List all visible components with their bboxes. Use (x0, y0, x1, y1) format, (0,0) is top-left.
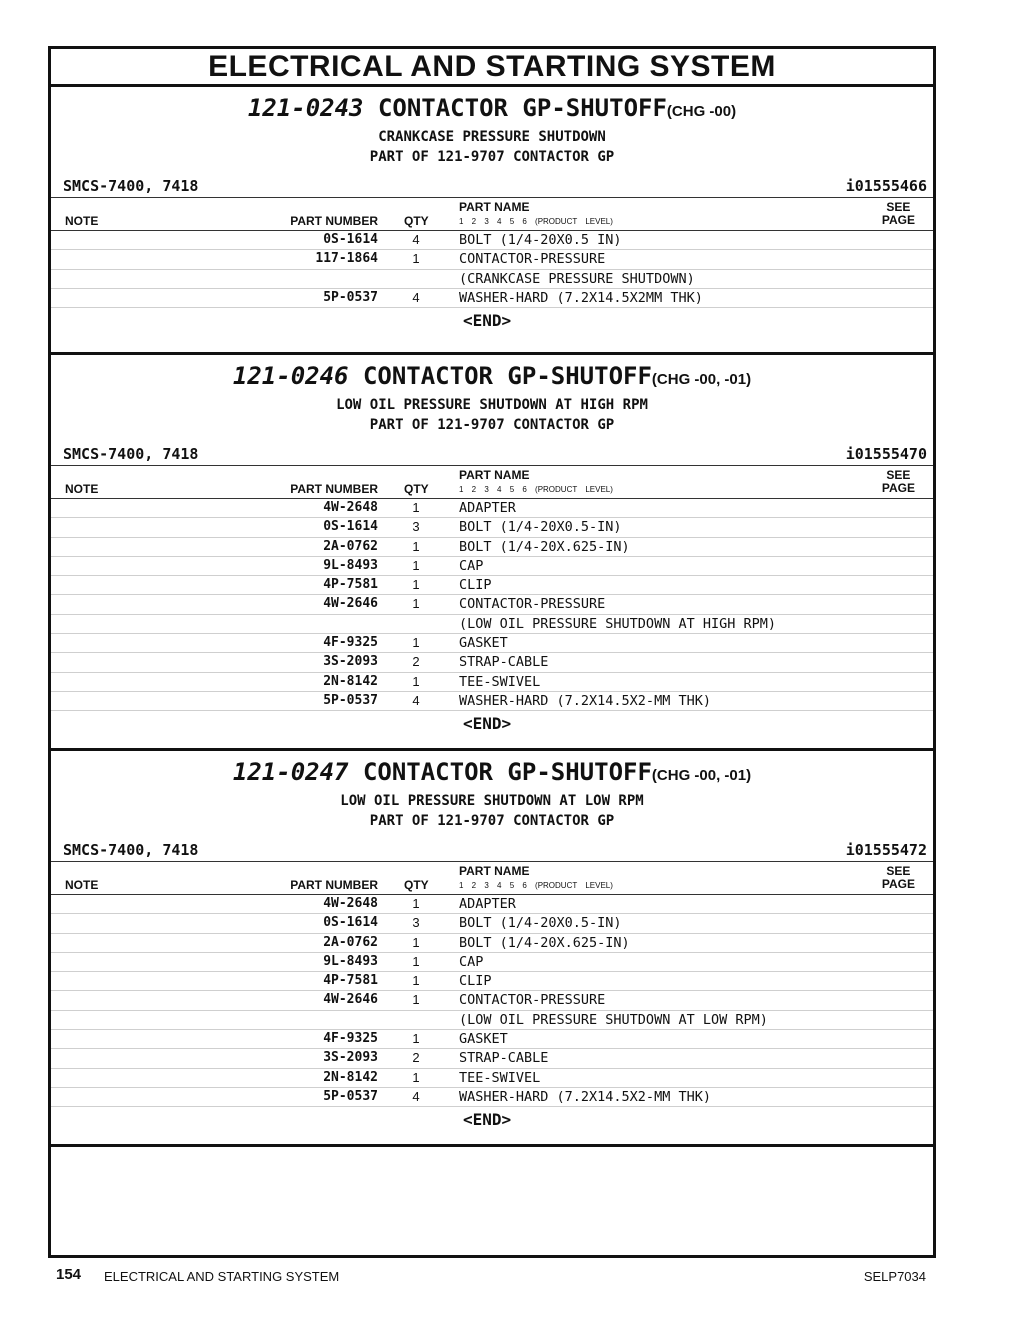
part-number: 5P-0537 (323, 692, 378, 708)
illustration-id: i01555472 (845, 841, 927, 859)
sections-container (51, 87, 933, 1147)
note-header: NOTE (65, 482, 99, 496)
part-number: 9L-8493 (323, 953, 378, 969)
part-name: WASHER-HARD (7.2X14.5X2-MM THK) (459, 1088, 711, 1105)
table-row (51, 895, 933, 914)
section-title (51, 93, 933, 127)
part-number: 5P-0537 (323, 289, 378, 305)
part-number: 4F-9325 (323, 1031, 378, 1047)
part-name: CLIP (459, 973, 492, 990)
part-qty: 3 (412, 915, 420, 931)
table-row (51, 934, 933, 953)
smcs-code: SMCS-7400, 7418 (63, 177, 199, 195)
end-marker: <END> (463, 311, 512, 331)
change-level: (CHG -00) (666, 103, 737, 120)
document-id: SELP7034 (863, 1269, 926, 1284)
group-number: 121-0247 (232, 758, 349, 786)
table-row (51, 991, 933, 1010)
page-label: PAGE (881, 877, 915, 891)
part-qty: 1 (412, 673, 420, 689)
table-row (51, 289, 933, 308)
section-header (51, 87, 933, 167)
smcs-row (51, 173, 933, 197)
part-of-label: PART OF 121-9707 CONTACTOR GP (369, 417, 615, 433)
part-name-header: PART NAME (459, 864, 530, 878)
see-page-header (882, 201, 915, 227)
part-qty: 1 (412, 1031, 420, 1047)
parts-section (51, 751, 933, 1147)
product-level-header: 1 2 3 4 5 6 (PRODUCT LEVEL) (459, 881, 613, 890)
part-number-header: PART NUMBER (290, 482, 378, 496)
group-number: 121-0246 (232, 362, 349, 390)
part-number: 3S-2093 (323, 654, 378, 670)
part-name: CONTACTOR-PRESSURE (459, 251, 606, 268)
part-name: CAP (459, 557, 484, 574)
part-of-label: PART OF 121-9707 CONTACTOR GP (369, 149, 615, 165)
part-name: BOLT (1/4-20X0.5-IN) (459, 915, 622, 932)
part-number: 5P-0537 (323, 1088, 378, 1104)
part-name: (LOW OIL PRESSURE SHUTDOWN AT LOW RPM) (459, 1011, 768, 1028)
change-level: (CHG -00, -01) (651, 371, 752, 388)
part-name: WASHER-HARD (7.2X14.5X2MM THK) (459, 289, 703, 306)
section-header (51, 355, 933, 435)
qty-header: QTY (404, 482, 429, 496)
part-number: 4P-7581 (323, 577, 378, 593)
part-qty: 4 (412, 289, 420, 305)
table-row (51, 1011, 933, 1030)
page-title: ELECTRICAL AND STARTING SYSTEM (51, 49, 933, 87)
parts-section (51, 355, 933, 751)
part-qty: 2 (412, 654, 420, 670)
part-name: CONTACTOR-PRESSURE (459, 992, 606, 1009)
qty-header: QTY (404, 214, 429, 228)
smcs-row (51, 441, 933, 465)
part-name: GASKET (459, 635, 508, 652)
product-level-header: 1 2 3 4 5 6 (PRODUCT LEVEL) (459, 217, 613, 226)
parts-table (51, 895, 933, 1107)
end-marker: <END> (463, 714, 512, 734)
part-qty: 1 (412, 500, 420, 515)
table-row (51, 953, 933, 972)
note-header: NOTE (65, 878, 99, 892)
part-number: 2A-0762 (323, 538, 378, 554)
group-name: CONTACTOR GP-SHUTOFF (362, 362, 652, 390)
part-number: 0S-1614 (323, 915, 378, 931)
smcs-code: SMCS-7400, 7418 (63, 841, 199, 859)
part-qty: 1 (412, 251, 420, 267)
table-row (51, 914, 933, 933)
parts-table (51, 231, 933, 308)
table-row (51, 1088, 933, 1107)
section-title (51, 757, 933, 791)
page-label: PAGE (881, 481, 915, 495)
table-row (51, 1049, 933, 1068)
part-qty: 1 (412, 934, 420, 950)
part-name: TEE-SWIVEL (459, 673, 541, 690)
part-number: 4F-9325 (323, 635, 378, 651)
parts-table (51, 499, 933, 711)
column-header (51, 861, 933, 895)
table-row (51, 595, 933, 614)
table-row (51, 231, 933, 250)
page-number: 154 (56, 1266, 82, 1283)
part-qty: 1 (412, 635, 420, 651)
group-description: CRANKCASE PRESSURE SHUTDOWN (378, 129, 606, 145)
part-name-header: PART NAME (459, 468, 530, 482)
part-qty: 1 (412, 596, 420, 612)
part-qty: 3 (412, 519, 420, 535)
table-row (51, 692, 933, 711)
part-name: CLIP (459, 577, 492, 594)
table-row (51, 673, 933, 692)
illustration-id: i01555466 (845, 177, 927, 195)
table-row (51, 270, 933, 289)
footer-title: ELECTRICAL AND STARTING SYSTEM (104, 1269, 340, 1284)
section-header (51, 751, 933, 831)
table-row (51, 576, 933, 595)
table-row (51, 634, 933, 653)
part-number: 4W-2646 (323, 596, 378, 612)
part-number: 2N-8142 (323, 673, 378, 689)
see-label: SEE (886, 200, 911, 214)
part-number: 4W-2648 (323, 896, 378, 911)
column-header (51, 465, 933, 499)
table-row (51, 1069, 933, 1088)
part-number: 9L-8493 (323, 557, 378, 573)
group-number: 121-0243 (247, 94, 364, 122)
part-name: BOLT (1/4-20X0.5 IN) (459, 232, 622, 248)
part-number: 4W-2646 (323, 992, 378, 1008)
see-label: SEE (886, 864, 911, 878)
part-number: 0S-1614 (323, 519, 378, 535)
part-name: GASKET (459, 1031, 508, 1048)
table-row (51, 518, 933, 537)
table-row (51, 653, 933, 672)
part-qty: 4 (412, 692, 420, 708)
part-name: ADAPTER (459, 500, 516, 516)
part-name: CONTACTOR-PRESSURE (459, 596, 606, 613)
part-number: 2N-8142 (323, 1069, 378, 1085)
table-row (51, 250, 933, 269)
part-name: BOLT (1/4-20X0.5-IN) (459, 519, 622, 536)
part-name: BOLT (1/4-20X.625-IN) (459, 538, 630, 555)
part-qty: 1 (412, 577, 420, 593)
part-name-header: PART NAME (459, 200, 530, 214)
part-qty: 2 (412, 1050, 420, 1066)
group-description: LOW OIL PRESSURE SHUTDOWN AT LOW RPM (340, 793, 644, 809)
part-number: 117-1864 (315, 251, 378, 267)
table-row (51, 615, 933, 634)
see-page-header (882, 469, 915, 495)
part-qty: 1 (412, 992, 420, 1008)
part-name: BOLT (1/4-20X.625-IN) (459, 934, 630, 951)
change-level: (CHG -00, -01) (651, 767, 752, 784)
group-description: LOW OIL PRESSURE SHUTDOWN AT HIGH RPM (336, 397, 648, 413)
group-name: CONTACTOR GP-SHUTOFF (362, 758, 652, 786)
parts-page-frame (48, 46, 936, 1258)
product-level-header: 1 2 3 4 5 6 (PRODUCT LEVEL) (459, 485, 613, 494)
part-number: 4P-7581 (323, 973, 378, 989)
part-number: 4W-2648 (323, 500, 378, 515)
part-qty: 1 (412, 557, 420, 573)
page-footer (56, 1266, 926, 1286)
column-header (51, 197, 933, 231)
parts-section (51, 87, 933, 355)
section-title (51, 361, 933, 395)
part-qty: 4 (412, 1088, 420, 1104)
part-qty: 4 (412, 232, 420, 247)
part-name: STRAP-CABLE (459, 654, 549, 671)
see-page-header (882, 865, 915, 891)
part-of-label: PART OF 121-9707 CONTACTOR GP (369, 813, 615, 829)
page-label: PAGE (881, 213, 915, 227)
table-row (51, 1030, 933, 1049)
part-qty: 1 (412, 973, 420, 989)
qty-header: QTY (404, 878, 429, 892)
part-name: (LOW OIL PRESSURE SHUTDOWN AT HIGH RPM) (459, 615, 776, 632)
group-name: CONTACTOR GP-SHUTOFF (377, 94, 667, 122)
table-row (51, 557, 933, 576)
table-row (51, 499, 933, 518)
part-qty: 1 (412, 953, 420, 969)
part-qty: 1 (412, 896, 420, 911)
end-marker: <END> (463, 1110, 512, 1130)
note-header: NOTE (65, 214, 99, 228)
part-name: CAP (459, 953, 484, 970)
illustration-id: i01555470 (845, 445, 927, 463)
part-number-header: PART NUMBER (290, 878, 378, 892)
part-name: (CRANKCASE PRESSURE SHUTDOWN) (459, 270, 695, 287)
part-name: ADAPTER (459, 896, 516, 912)
part-qty: 1 (412, 538, 420, 554)
part-qty: 1 (412, 1069, 420, 1085)
smcs-code: SMCS-7400, 7418 (63, 445, 199, 463)
part-name: TEE-SWIVEL (459, 1069, 541, 1086)
part-name: STRAP-CABLE (459, 1050, 549, 1067)
table-row (51, 538, 933, 557)
see-label: SEE (886, 468, 911, 482)
part-number: 3S-2093 (323, 1050, 378, 1066)
part-number: 0S-1614 (323, 232, 378, 247)
table-row (51, 972, 933, 991)
smcs-row (51, 837, 933, 861)
part-number: 2A-0762 (323, 934, 378, 950)
part-name: WASHER-HARD (7.2X14.5X2-MM THK) (459, 692, 711, 709)
part-number-header: PART NUMBER (290, 214, 378, 228)
